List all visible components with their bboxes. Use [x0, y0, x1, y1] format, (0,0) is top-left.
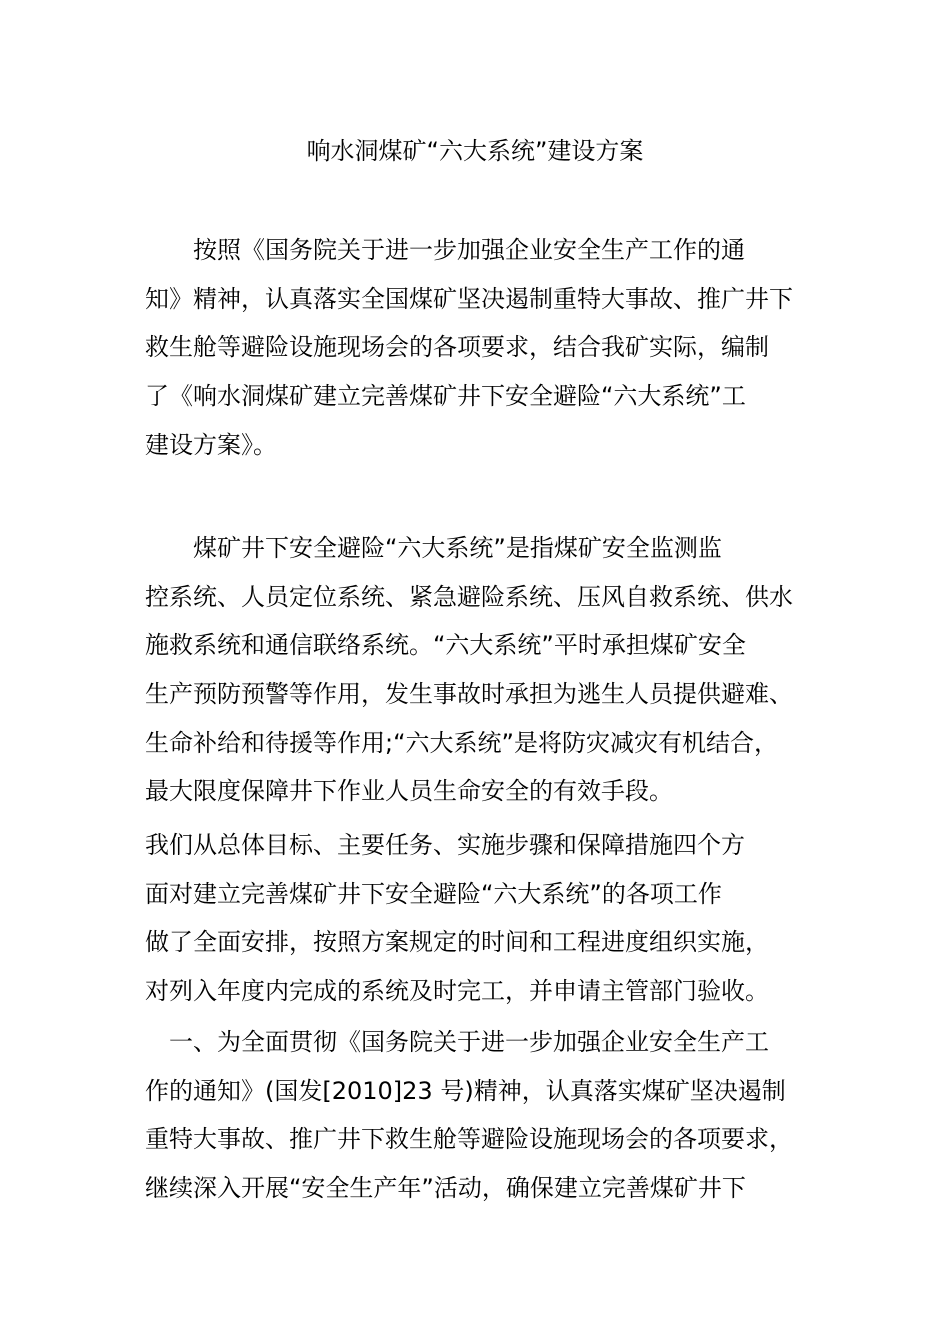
paragraph-six-systems-definition — [145, 524, 835, 816]
paragraph-line: 重特大事故、推广井下救生舱等避险设施现场会的各项要求， — [145, 1125, 793, 1154]
paragraph-line: 做了全面安排，按照方案规定的时间和工程进度组织实施， — [145, 928, 769, 957]
paragraph-line: 施救系统和通信联络系统。“六大系统”平时承担煤矿安全 — [145, 631, 746, 660]
paragraph-line: 一、为全面贯彻《国务院关于进一步加强企业安全生产工 — [145, 1028, 769, 1056]
paragraph-line: 作的通知》(国发[2010]23 号)精神，认真落实煤矿坚决遏制 — [145, 1076, 786, 1105]
paragraph-line: 知》精神，认真落实全国煤矿坚决遏制重特大事故、推广井下 — [145, 284, 793, 313]
paragraph-line: 生命补给和待援等作用;“六大系统”是将防灾减灾有机结合， — [145, 728, 778, 757]
paragraph-line: 我们从总体目标、主要任务、实施步骤和保障措施四个方 — [145, 831, 745, 859]
paragraph-line: 面对建立完善煤矿井下安全避险“六大系统”的各项工作 — [145, 879, 722, 908]
paragraph-line: 控系统、人员定位系统、紧急避险系统、压风自救系统、供水 — [145, 582, 793, 611]
paragraph-line: 最大限度保障井下作业人员生命安全的有效手段。 — [145, 777, 673, 806]
paragraph-line: 生产预防预警等作用，发生事故时承担为逃生人员提供避难、 — [145, 680, 793, 709]
paragraph-arrangement — [145, 821, 835, 1016]
paragraph-line: 救生舱等避险设施现场会的各项要求，结合我矿实际，编制 — [145, 333, 769, 362]
paragraph-introduction — [145, 226, 835, 469]
paragraph-line: 煤矿井下安全避险“六大系统”是指煤矿安全监测监 — [145, 534, 722, 562]
paragraph-line: 按照《国务院关于进一步加强企业安全生产工作的通 — [145, 236, 745, 264]
paragraph-line: 了《响水洞煤矿建立完善煤矿井下安全避险“六大系统”工 — [145, 382, 746, 411]
paragraph-line: 继续深入开展“安全生产年”活动，确保建立完善煤矿井下 — [145, 1174, 746, 1203]
paragraph-line: 建设方案》。 — [145, 430, 277, 459]
paragraph-section-one — [145, 1018, 835, 1213]
document-title: 响水洞煤矿“六大系统”建设方案 — [306, 137, 644, 165]
paragraph-line: 对列入年度内完成的系统及时完工，并申请主管部门验收。 — [145, 977, 769, 1006]
